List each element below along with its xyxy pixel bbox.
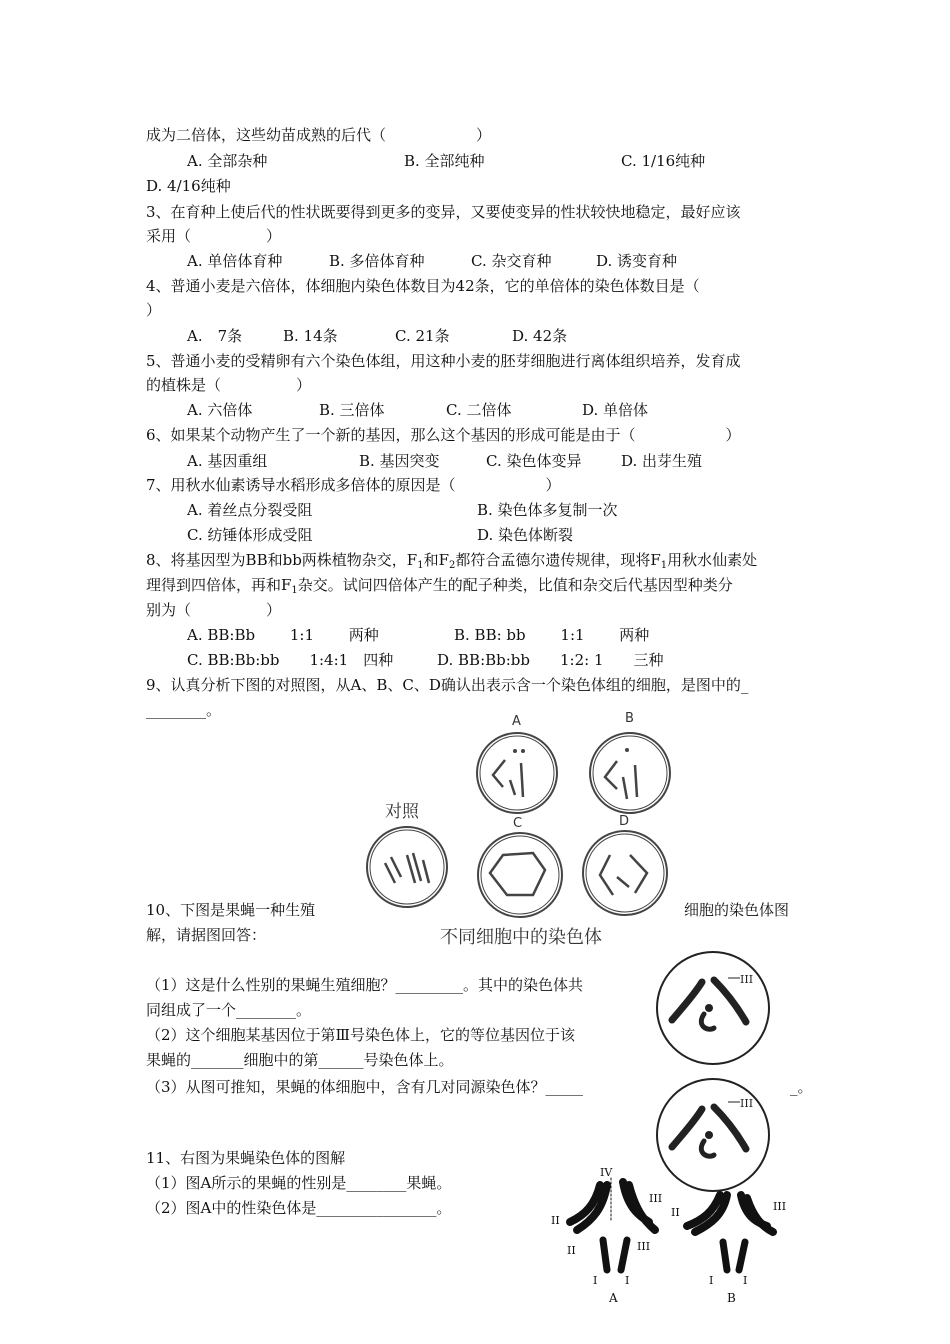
q8-text-1c: 都符合孟德尔遗传规律，现将F (455, 551, 661, 569)
q6-option-b: B. 基因突变 (359, 452, 440, 470)
label-b: B (625, 711, 634, 726)
q7-option-b: B. 染色体多复制一次 (477, 501, 618, 519)
q8-stem-line3: 别为（ ） (146, 601, 282, 619)
cell-control (367, 827, 447, 907)
label-i-b-left: I (709, 1274, 714, 1287)
q10-sub1-line2: 同组成了一个________。 (146, 1001, 312, 1019)
q11-sub1: （1）图A所示的果蝇的性别是________果蝇。 (146, 1174, 452, 1192)
q8-text-1b: 和F (423, 551, 449, 569)
chromosome-iii-label-bottom: III (740, 1097, 754, 1110)
q9-stem-line2: ________。 (146, 701, 222, 719)
q11-sub2: （2）图A中的性染色体是________________。 (146, 1199, 452, 1217)
label-a: A (609, 1291, 618, 1305)
figure-caption: 不同细胞中的染色体 (440, 927, 602, 948)
q11-karyotype-figure (545, 1160, 795, 1306)
q8-text-1a: 8、将基因型为BB和bb两株植物杂交，F (146, 551, 418, 569)
q8-sub-1: 1 (417, 560, 424, 571)
q8-sub-4: 1 (291, 585, 298, 596)
q8-option-a: A. BB:Bb 1:1 两种 (187, 626, 379, 644)
label-d: D (619, 814, 630, 829)
q4-option-d: D. 42条 (512, 327, 568, 345)
label-iii-a-lower: III (637, 1240, 651, 1253)
cell-b (590, 733, 670, 813)
q8-text-2a: 理得到四倍体，再和F (146, 576, 292, 594)
q2-option-d: D. 4/16纯种 (146, 177, 231, 195)
q8-stem-line1 (146, 550, 757, 576)
q7-option-d: D. 染色体断裂 (477, 526, 574, 544)
q3-stem-line2: 采用（ ） (146, 227, 282, 245)
cell-a (477, 733, 557, 813)
q7-option-c: C. 纺锤体形成受阻 (187, 526, 313, 544)
q3-option-c: C. 杂交育种 (471, 252, 552, 270)
q8-option-d: D. BB:Bb:bb 1:2: 1 三种 (437, 651, 664, 669)
q3-option-b: B. 多倍体育种 (329, 252, 425, 270)
q2-option-a: A. 全部杂种 (187, 152, 268, 170)
q4-stem-line2: ） (146, 301, 162, 319)
label-a: A (512, 714, 521, 729)
q6-option-d: D. 出芽生殖 (621, 452, 703, 470)
q4-option-c: C. 21条 (395, 327, 450, 345)
q4-stem-line1: 4、普通小麦是六倍体，体细胞内染色体数目为42条，它的单倍体的染色体数目是（ (146, 277, 700, 295)
q10-sub3-tail: _。 (790, 1078, 813, 1096)
label-i-b-right: I (743, 1274, 748, 1287)
q6-option-a: A. 基因重组 (187, 452, 268, 470)
q5-stem-line2: 的植株是（ ） (146, 376, 312, 394)
label-c: C (513, 816, 523, 831)
q10-stem-line2: 解，请据图回答： (146, 926, 267, 944)
label-i-a-left: I (593, 1274, 598, 1287)
label-control: 对照 (385, 802, 419, 822)
q6-stem-line: 6、如果某个动物产生了一个新的基因，那么这个基因的形成可能是由于（ ） (146, 426, 741, 444)
q6-option-c: C. 染色体变异 (486, 452, 582, 470)
q4-option-b: B. 14条 (283, 327, 338, 345)
label-b: B (727, 1291, 736, 1305)
q5-option-a: A. 六倍体 (187, 401, 253, 419)
q10-stem-line1a: 10、下图是果蝇一种生殖 (146, 901, 316, 919)
q2-option-b: B. 全部纯种 (404, 152, 485, 170)
q8-text-2b: 杂交。试问四倍体产生的配子种类，比值和杂交后代基因型种类分 (297, 576, 733, 594)
q5-option-d: D. 单倍体 (582, 401, 649, 419)
label-ii-a-lower: II (567, 1244, 576, 1257)
q8-option-c: C. BB:Bb:bb 1:4:1 四种 (187, 651, 394, 669)
q11-stem-line: 11、右图为果蝇染色体的图解 (146, 1149, 346, 1167)
label-iv: IV (600, 1166, 613, 1179)
q8-text-1d: 用秋水仙素处 (667, 551, 758, 569)
q8-stem-line2 (146, 575, 733, 601)
q2-stem-line: 成为二倍体，这些幼苗成熟的后代（ ） (146, 126, 492, 144)
q8-sub-2: 2 (449, 560, 456, 571)
q4-option-a: A. 7条 (187, 327, 243, 345)
q3-option-a: A. 单倍体育种 (187, 252, 283, 270)
q8-option-b: B. BB: bb 1:1 两种 (454, 626, 650, 644)
q7-option-a: A. 着丝点分裂受阻 (187, 501, 313, 519)
label-iii-b: III (773, 1200, 787, 1213)
q2-option-c: C. 1/16纯种 (621, 152, 706, 170)
q5-option-b: B. 三倍体 (319, 401, 385, 419)
q5-stem-line1: 5、普通小麦的受精卵有六个染色体组，用这种小麦的胚芽细胞进行离体组织培养，发育成 (146, 352, 741, 370)
q3-option-d: D. 诱变育种 (596, 252, 678, 270)
q3-stem-line1: 3、在育种上使后代的性状既要得到更多的变异，又要使变异的性状较快地稳定，最好应该 (146, 203, 741, 221)
q9-chromosome-figure (355, 705, 675, 950)
q7-stem-line: 7、用秋水仙素诱导水稻形成多倍体的原因是（ ） (146, 476, 561, 494)
q10-sub2-line1: （2）这个细胞某基因位于第Ⅲ号染色体上，它的等位基因位于该 (146, 1026, 576, 1044)
q9-stem-line1: 9、认真分析下图的对照图，从A、B、C、D确认出表示含一个染色体组的细胞，是图中的_ (146, 676, 749, 694)
q10-sub1-line1: （1）这是什么性别的果蝇生殖细胞？_________。其中的染色体共 (146, 976, 584, 994)
label-ii-a-upper: II (551, 1214, 560, 1227)
q10-sub3-line1: （3）从图可推知，果蝇的体细胞中，含有几对同源染色体？_____ (146, 1078, 584, 1096)
label-i-a-right: I (625, 1274, 630, 1287)
q10-stem-line1b: 细胞的染色体图 (684, 901, 790, 919)
cell-d (583, 831, 667, 915)
label-ii-b: II (671, 1206, 680, 1219)
q10-sub2-line2: 果蝇的_______细胞中的第______号染色体上。 (146, 1051, 454, 1069)
label-iii-a-upper: III (649, 1192, 663, 1205)
q5-option-c: C. 二倍体 (446, 401, 512, 419)
chromosome-iii-label-top: III (740, 973, 754, 986)
q8-sub-3: 1 (660, 560, 668, 571)
